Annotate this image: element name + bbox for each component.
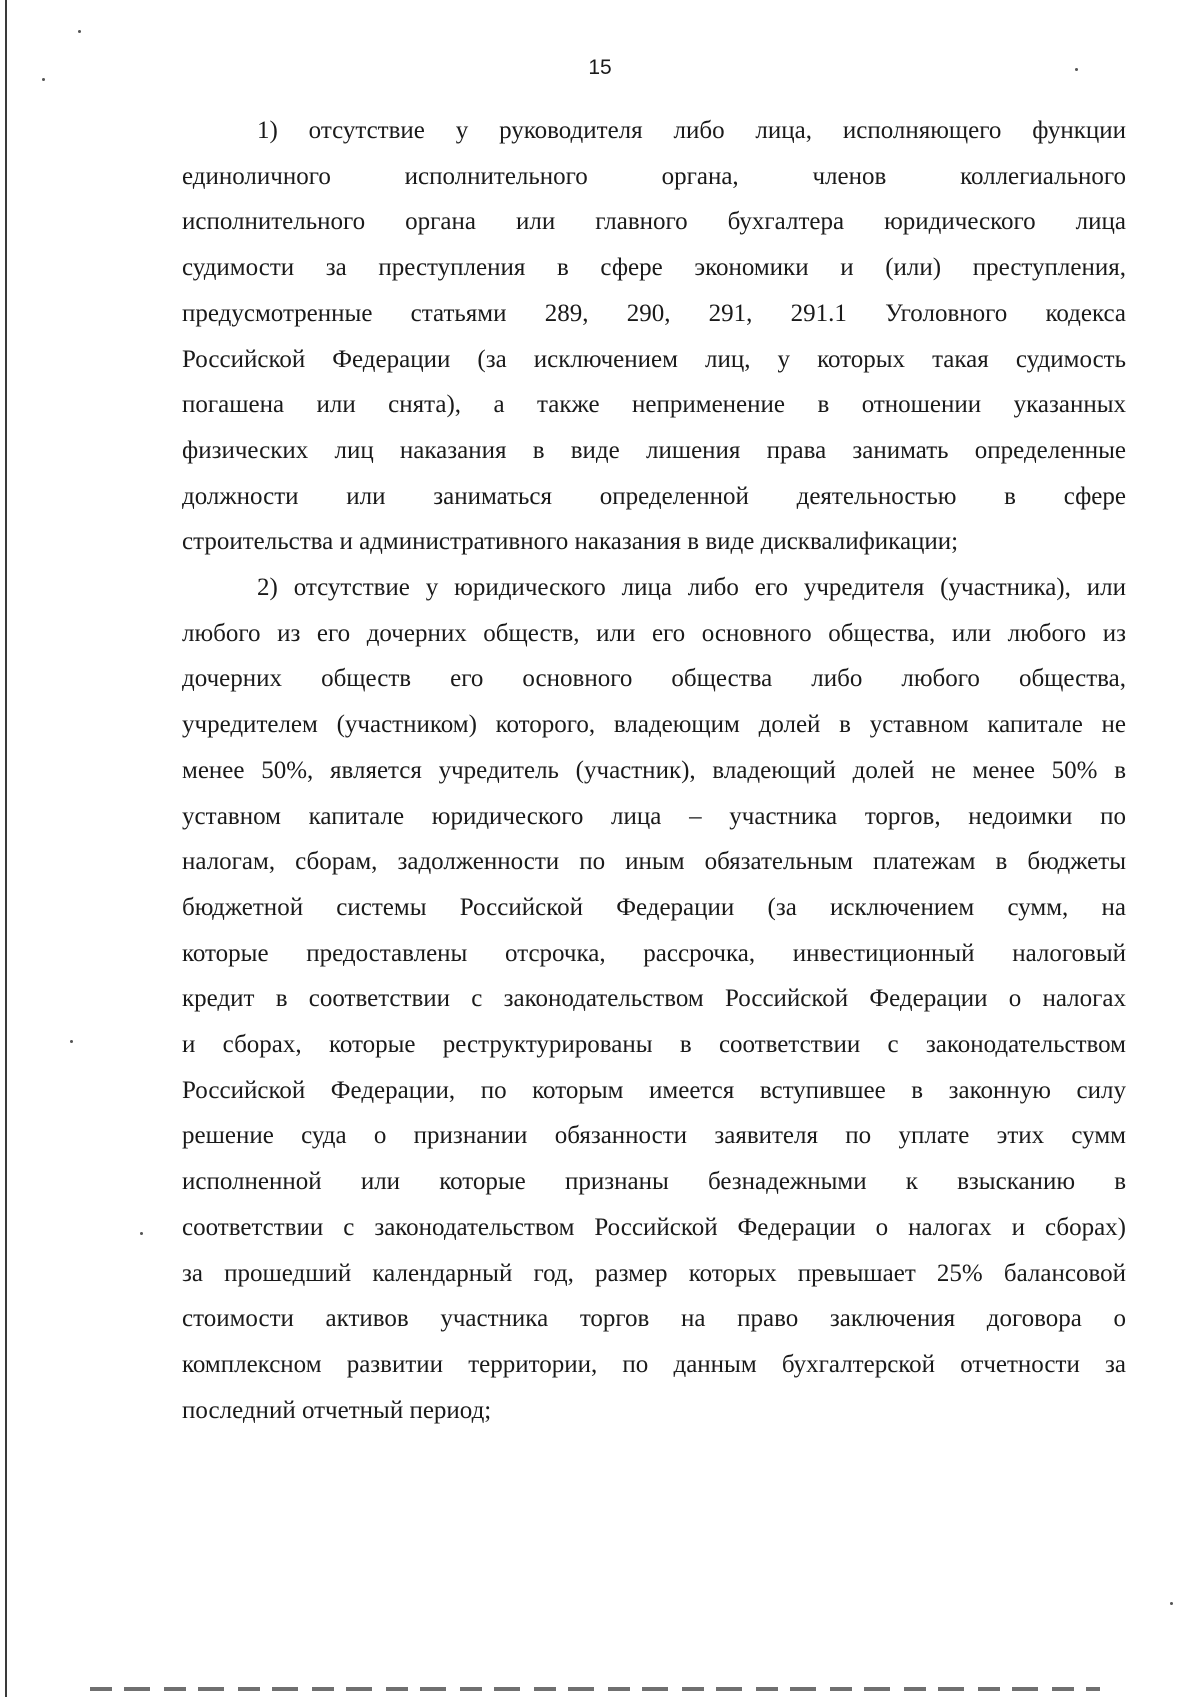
page-number: 15 — [588, 56, 612, 79]
text-line: дочерних обществ его основного общества либо любого общества, — [182, 665, 1126, 693]
text-line: погашена или снята), а также неприменение в отношении указанных — [182, 391, 1126, 419]
paragraph-1 — [182, 108, 1126, 565]
scan-speck — [42, 78, 45, 81]
text-line: Российской Федерации (за исключением лиц, у которых такая судимость — [182, 345, 1126, 373]
scan-speck — [78, 30, 81, 33]
text-line: соответствии с законодательством Российской Федерации о налогах и сборах) — [182, 1213, 1126, 1241]
text-line: исполненной или которые признаны безнадежными к взысканию в — [182, 1168, 1126, 1196]
text-line: Российской Федерации, по которым имеется вступившее в законную силу — [182, 1076, 1126, 1104]
text-line: единоличного исполнительного органа, членов коллегиального — [182, 162, 1126, 190]
text-line: 2) отсутствие у юридического лица либо его учредителя (участника), или — [257, 574, 1126, 602]
text-line: уставном капитале юридического лица – участника торгов, недоимки по — [182, 802, 1126, 830]
text-line: 1) отсутствие у руководителя либо лица, исполняющего функции — [257, 117, 1126, 144]
text-line: которые предоставлены отсрочка, рассрочка, инвестиционный налоговый — [182, 939, 1126, 967]
text-line: менее 50%, является учредитель (участник), владеющий долей не менее 50% в — [182, 756, 1126, 784]
scan-speck — [140, 1232, 143, 1235]
text-line: предусмотренные статьями 289, 290, 291, 291.1 Уголовного кодекса — [182, 299, 1126, 327]
scan-speck — [70, 1040, 73, 1043]
scan-artifact-strip — [90, 1687, 1100, 1691]
text-line: комплексном развитии территории, по данным бухгалтерской отчетности за — [182, 1350, 1126, 1378]
text-line: налогам, сборам, задолженности по иным обязательным платежам в бюджеты — [182, 848, 1126, 876]
text-line: бюджетной системы Российской Федерации (за исключением сумм, на — [182, 893, 1126, 921]
scan-speck — [1170, 1602, 1173, 1605]
text-line: учредителем (участником) которого, владеющим долей в уставном капитале не — [182, 711, 1126, 739]
text-line: исполнительного органа или главного бухгалтера юридического лица — [182, 208, 1126, 236]
text-line: строительства и административного наказания в виде дисквалификации; — [182, 528, 959, 556]
text-line: за прошедший календарный год, размер которых превышает 25% балансовой — [182, 1259, 1126, 1287]
text-line: решение суда о признании обязанности заявителя по уплате этих сумм — [182, 1122, 1126, 1150]
page-scan-edge — [5, 0, 7, 1697]
text-line: стоимости активов участника торгов на право заключения договора о — [182, 1305, 1126, 1333]
text-line: судимости за преступления в сфере экономики и (или) преступления, — [182, 254, 1126, 282]
text-line: последний отчетный период; — [182, 1396, 492, 1424]
scan-speck — [1075, 68, 1078, 71]
text-line: любого из его дочерних обществ, или его основного общества, или любого из — [182, 619, 1126, 647]
text-line: и сборах, которые реструктурированы в соответствии с законодательством — [182, 1031, 1126, 1059]
text-line: должности или заниматься определенной деятельностью в сфере — [182, 482, 1126, 510]
text-line: кредит в соответствии с законодательством Российской Федерации о налогах — [182, 985, 1126, 1013]
document-body — [182, 108, 1126, 1433]
paragraph-2 — [182, 565, 1126, 1433]
text-line: физических лиц наказания в виде лишения права занимать определенные — [182, 436, 1126, 464]
